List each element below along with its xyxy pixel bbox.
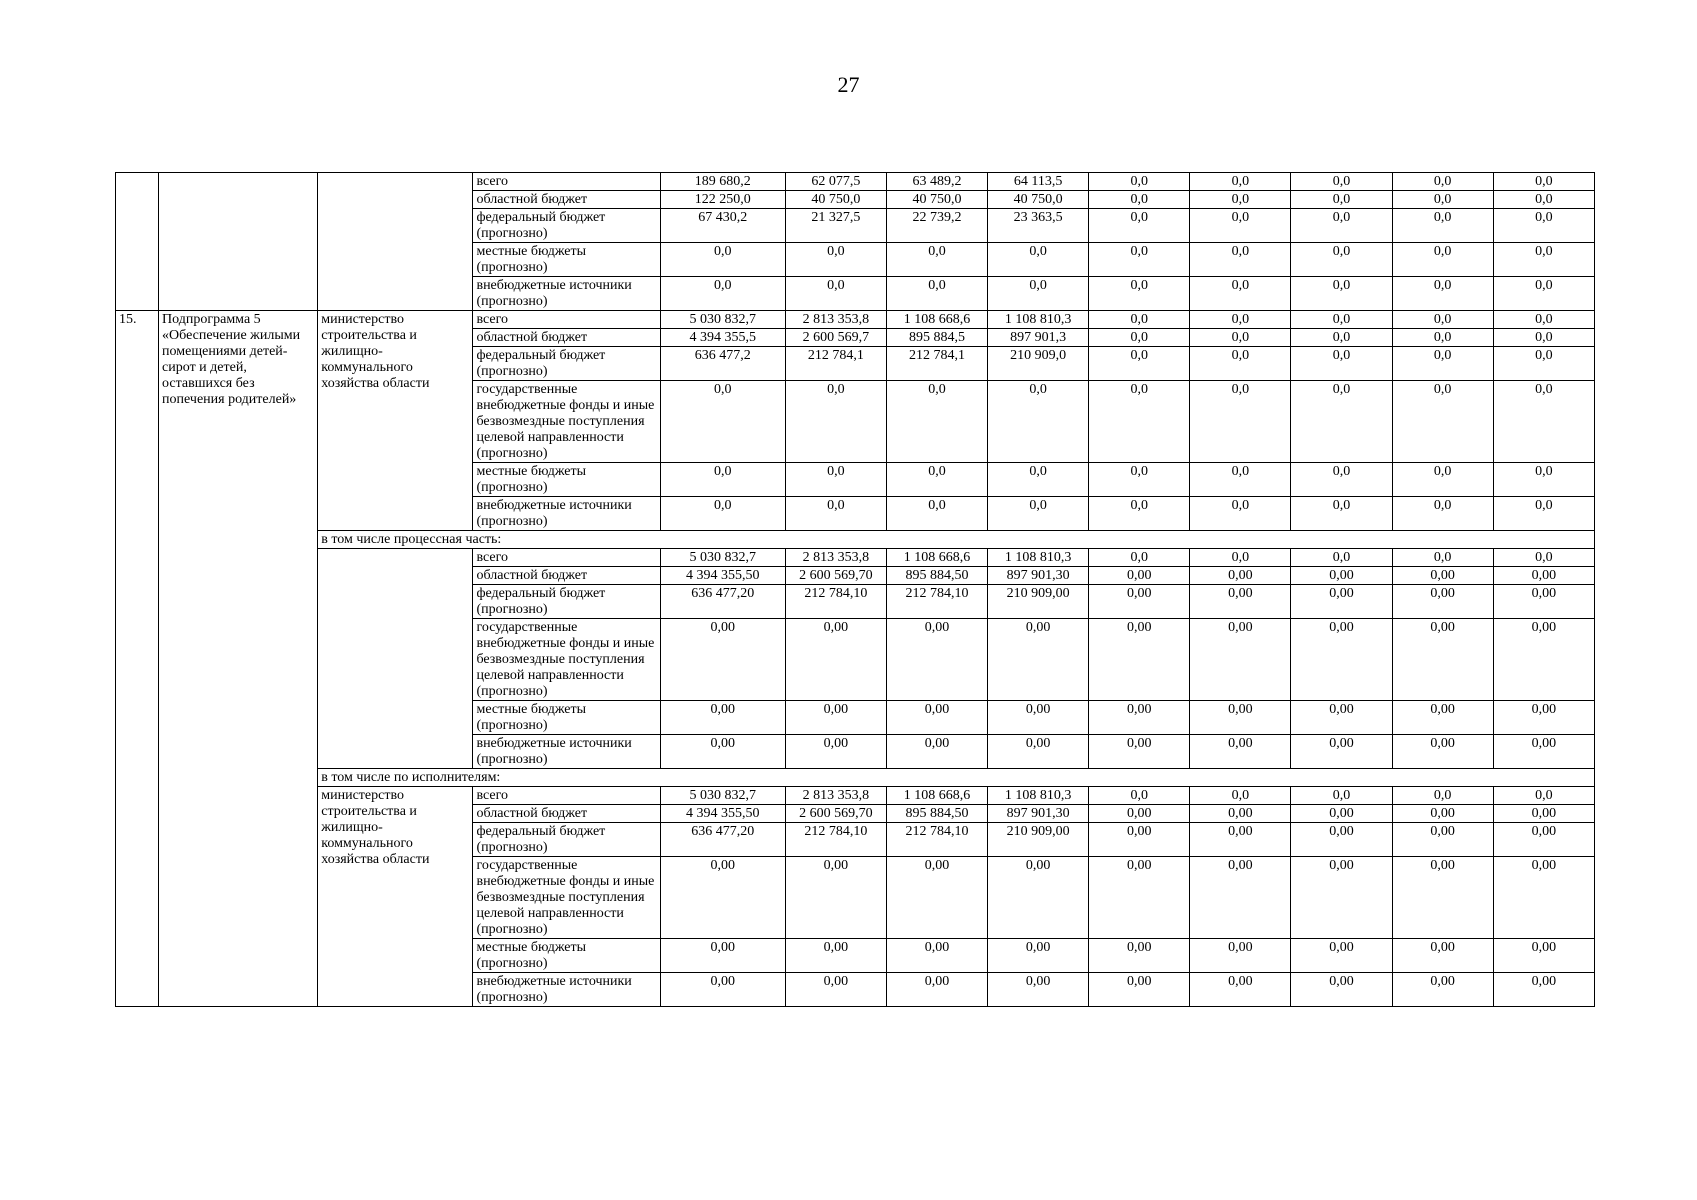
funding-value: 0,0 [1291,381,1392,463]
funding-value: 0,00 [1190,619,1291,701]
funding-value: 0,00 [1392,939,1493,973]
funding-value: 0,0 [1291,549,1392,567]
funding-value: 0,0 [1190,209,1291,243]
funding-value: 5 030 832,7 [660,787,785,805]
section-heading-row [116,531,1595,549]
funding-value: 40 750,0 [886,191,987,209]
funding-value: 0,0 [886,497,987,531]
funding-value: 0,0 [1291,311,1392,329]
item-name: Подпрограмма 5 «Обеспечение жилыми помещениями детей-сирот и детей, оставшихся без попечения родителей» [159,311,318,1007]
funding-value: 0,0 [1493,463,1594,497]
funding-value: 0,00 [1392,973,1493,1007]
funding-value: 0,0 [1392,243,1493,277]
funding-value: 4 394 355,50 [660,805,785,823]
funding-value: 0,0 [1493,311,1594,329]
funding-value: 0,00 [785,973,886,1007]
section-heading-row [116,769,1595,787]
funding-value: 0,00 [988,857,1089,939]
funding-source-label: федеральный бюджет (прогнозно) [473,347,660,381]
funding-value: 0,0 [1493,787,1594,805]
funding-source-label: местные бюджеты (прогнозно) [473,463,660,497]
funding-value: 0,0 [1392,497,1493,531]
funding-value: 5 030 832,7 [660,311,785,329]
executor-cell [318,173,473,311]
funding-value: 0,00 [1392,585,1493,619]
funding-value: 0,00 [1089,701,1190,735]
funding-value: 0,00 [988,735,1089,769]
funding-value: 0,0 [1190,347,1291,381]
funding-source-label: областной бюджет [473,191,660,209]
funding-value: 0,0 [785,463,886,497]
funding-value: 0,00 [785,857,886,939]
funding-value: 0,00 [1291,823,1392,857]
item-number-cell [116,173,159,311]
funding-value: 40 750,0 [988,191,1089,209]
funding-value: 21 327,5 [785,209,886,243]
funding-value: 0,0 [1089,243,1190,277]
funding-value: 0,00 [1089,973,1190,1007]
funding-value: 1 108 668,6 [886,787,987,805]
funding-value: 2 600 569,7 [785,329,886,347]
funding-value: 0,0 [1291,463,1392,497]
funding-value: 0,00 [1493,619,1594,701]
funding-value: 0,00 [660,973,785,1007]
funding-value: 0,00 [1089,735,1190,769]
funding-value: 0,0 [1493,191,1594,209]
funding-value: 0,00 [1190,805,1291,823]
funding-value: 0,0 [886,277,987,311]
funding-value: 0,0 [1089,497,1190,531]
funding-value: 0,00 [1392,805,1493,823]
funding-value: 0,00 [1392,735,1493,769]
funding-value: 0,0 [1190,191,1291,209]
funding-value: 0,00 [1190,939,1291,973]
funding-value: 212 784,10 [785,585,886,619]
funding-value: 212 784,10 [886,585,987,619]
funding-value: 0,0 [1291,787,1392,805]
funding-value: 0,0 [1190,329,1291,347]
funding-value: 895 884,50 [886,567,987,585]
funding-value: 0,00 [1291,619,1392,701]
funding-source-label: федеральный бюджет (прогнозно) [473,585,660,619]
funding-value: 0,00 [1089,585,1190,619]
funding-value: 0,0 [1089,277,1190,311]
funding-value: 0,00 [1291,735,1392,769]
funding-value: 0,0 [1392,463,1493,497]
funding-value: 0,0 [1190,787,1291,805]
funding-value: 636 477,20 [660,585,785,619]
funding-value: 636 477,20 [660,823,785,857]
funding-value: 0,00 [886,857,987,939]
funding-value: 0,0 [1291,347,1392,381]
budget-table [115,172,1595,1007]
funding-value: 0,00 [1392,823,1493,857]
funding-value: 0,0 [886,243,987,277]
funding-value: 0,0 [1089,191,1190,209]
funding-value: 0,0 [1190,277,1291,311]
funding-value: 0,00 [785,939,886,973]
funding-value: 0,0 [785,497,886,531]
funding-source-label: внебюджетные источники (прогнозно) [473,277,660,311]
funding-value: 0,00 [886,973,987,1007]
funding-source-label: всего [473,173,660,191]
item-name-cell [159,173,318,311]
funding-value: 2 813 353,8 [785,787,886,805]
item-executor: министерство строительства и жилищно-коммунального хозяйства области [318,311,473,531]
funding-value: 636 477,2 [660,347,785,381]
funding-value: 0,00 [660,857,785,939]
funding-value: 62 077,5 [785,173,886,191]
funding-value: 0,0 [1392,277,1493,311]
funding-value: 0,0 [988,243,1089,277]
funding-value: 0,00 [1291,701,1392,735]
funding-source-label: государственные внебюджетные фонды и иные безвозмездные поступления целевой направленности (прогнозно) [473,619,660,701]
funding-value: 0,00 [1089,823,1190,857]
funding-value: 0,0 [1291,243,1392,277]
funding-value: 0,0 [660,497,785,531]
funding-value: 0,0 [1291,277,1392,311]
funding-value: 0,00 [1493,701,1594,735]
funding-value: 0,0 [1089,329,1190,347]
funding-source-label: внебюджетные источники (прогнозно) [473,973,660,1007]
funding-value: 0,00 [1392,857,1493,939]
funding-value: 0,00 [1493,805,1594,823]
funding-value: 0,00 [1493,567,1594,585]
funding-value: 0,0 [1089,463,1190,497]
funding-value: 0,00 [1190,735,1291,769]
funding-value: 1 108 810,3 [988,311,1089,329]
funding-value: 0,00 [1190,567,1291,585]
table-row [116,787,1595,805]
funding-value: 0,0 [886,381,987,463]
funding-value: 0,0 [1392,173,1493,191]
funding-value: 0,0 [1493,243,1594,277]
funding-value: 0,0 [1190,381,1291,463]
funding-value: 0,00 [1493,823,1594,857]
executor-cell [318,549,473,769]
funding-value: 0,0 [785,381,886,463]
funding-value: 0,0 [1089,209,1190,243]
funding-value: 0,0 [660,463,785,497]
funding-value: 0,0 [988,277,1089,311]
funding-value: 0,0 [1089,347,1190,381]
funding-value: 895 884,5 [886,329,987,347]
funding-value: 0,00 [886,619,987,701]
funding-value: 4 394 355,50 [660,567,785,585]
funding-value: 0,00 [1190,701,1291,735]
funding-value: 0,0 [1493,329,1594,347]
funding-value: 0,00 [1190,585,1291,619]
funding-value: 0,0 [1291,209,1392,243]
funding-value: 0,0 [1493,497,1594,531]
funding-value: 0,0 [1291,497,1392,531]
funding-value: 0,00 [785,701,886,735]
funding-value: 1 108 810,3 [988,549,1089,567]
funding-source-label: государственные внебюджетные фонды и иные безвозмездные поступления целевой направленности (прогнозно) [473,381,660,463]
funding-value: 0,00 [1291,939,1392,973]
funding-value: 0,00 [988,939,1089,973]
funding-value: 0,00 [1392,567,1493,585]
funding-source-label: всего [473,787,660,805]
funding-value: 0,0 [1089,381,1190,463]
funding-value: 0,0 [886,463,987,497]
funding-value: 64 113,5 [988,173,1089,191]
funding-value: 0,0 [1089,311,1190,329]
funding-source-label: местные бюджеты (прогнозно) [473,701,660,735]
funding-value: 0,00 [988,973,1089,1007]
funding-value: 1 108 668,6 [886,549,987,567]
funding-value: 63 489,2 [886,173,987,191]
funding-value: 0,0 [1493,381,1594,463]
funding-value: 2 813 353,8 [785,311,886,329]
funding-source-label: внебюджетные источники (прогнозно) [473,497,660,531]
funding-value: 0,0 [1291,191,1392,209]
funding-source-label: внебюджетные источники (прогнозно) [473,735,660,769]
funding-value: 0,0 [1190,243,1291,277]
funding-value: 0,0 [1190,463,1291,497]
funding-value: 0,00 [660,939,785,973]
funding-value: 0,00 [988,619,1089,701]
funding-value: 0,00 [1493,973,1594,1007]
funding-value: 0,0 [1089,787,1190,805]
funding-value: 1 108 810,3 [988,787,1089,805]
funding-value: 0,0 [1493,173,1594,191]
funding-value: 0,0 [1190,549,1291,567]
funding-value: 0,00 [1089,805,1190,823]
funding-value: 0,0 [1089,549,1190,567]
funding-value: 0,00 [1493,735,1594,769]
funding-value: 0,0 [988,497,1089,531]
funding-value: 0,00 [1493,939,1594,973]
funding-source-label: всего [473,311,660,329]
funding-source-label: местные бюджеты (прогнозно) [473,243,660,277]
funding-value: 0,0 [1392,329,1493,347]
funding-source-label: местные бюджеты (прогнозно) [473,939,660,973]
funding-value: 0,00 [1493,857,1594,939]
funding-value: 0,00 [1089,567,1190,585]
funding-source-label: федеральный бюджет (прогнозно) [473,209,660,243]
funding-value: 0,0 [1392,347,1493,381]
funding-value: 0,0 [1392,381,1493,463]
funding-value: 212 784,1 [785,347,886,381]
funding-value: 189 680,2 [660,173,785,191]
funding-value: 0,00 [1291,857,1392,939]
funding-value: 0,0 [660,381,785,463]
funding-value: 0,00 [1190,973,1291,1007]
funding-source-label: государственные внебюджетные фонды и иные безвозмездные поступления целевой направленности (прогнозно) [473,857,660,939]
funding-value: 212 784,10 [886,823,987,857]
funding-value: 0,00 [988,701,1089,735]
funding-value: 1 108 668,6 [886,311,987,329]
funding-value: 0,0 [1392,787,1493,805]
table-row [116,311,1595,329]
funding-value: 0,00 [1291,973,1392,1007]
funding-value: 40 750,0 [785,191,886,209]
funding-value: 2 600 569,70 [785,805,886,823]
funding-value: 0,00 [785,735,886,769]
funding-value: 0,0 [1392,549,1493,567]
funding-value: 2 813 353,8 [785,549,886,567]
funding-value: 2 600 569,70 [785,567,886,585]
funding-value: 210 909,00 [988,585,1089,619]
funding-value: 23 363,5 [988,209,1089,243]
funding-value: 0,00 [886,735,987,769]
funding-value: 0,0 [988,381,1089,463]
funding-value: 0,0 [785,277,886,311]
funding-value: 0,0 [1493,347,1594,381]
item-executor: министерство строительства и жилищно-коммунального хозяйства области [318,787,473,1007]
funding-value: 0,00 [660,619,785,701]
funding-value: 5 030 832,7 [660,549,785,567]
funding-value: 0,0 [1493,277,1594,311]
section-heading: в том числе по исполнителям: [318,769,1595,787]
funding-value: 0,0 [1190,173,1291,191]
funding-value: 210 909,0 [988,347,1089,381]
funding-value: 0,0 [660,277,785,311]
funding-source-label: областной бюджет [473,567,660,585]
funding-value: 212 784,1 [886,347,987,381]
funding-value: 0,0 [1190,497,1291,531]
funding-value: 0,00 [1392,701,1493,735]
funding-value: 0,0 [1392,311,1493,329]
funding-source-label: всего [473,549,660,567]
funding-value: 0,0 [1392,191,1493,209]
funding-value: 210 909,00 [988,823,1089,857]
funding-value: 0,0 [1392,209,1493,243]
funding-value: 0,00 [1493,585,1594,619]
section-heading: в том числе процессная часть: [318,531,1595,549]
funding-value: 0,0 [1493,549,1594,567]
funding-value: 0,00 [660,701,785,735]
funding-source-label: федеральный бюджет (прогнозно) [473,823,660,857]
item-number: 15. [116,311,159,1007]
funding-value: 0,00 [1291,567,1392,585]
funding-value: 122 250,0 [660,191,785,209]
funding-value: 0,00 [1089,619,1190,701]
funding-value: 895 884,50 [886,805,987,823]
funding-value: 0,00 [1291,805,1392,823]
funding-value: 0,0 [1291,173,1392,191]
funding-value: 897 901,3 [988,329,1089,347]
funding-value: 0,00 [886,701,987,735]
funding-value: 897 901,30 [988,567,1089,585]
funding-value: 0,00 [1291,585,1392,619]
table-row [116,173,1595,191]
funding-value: 0,00 [1089,939,1190,973]
funding-value: 0,00 [660,735,785,769]
funding-value: 4 394 355,5 [660,329,785,347]
funding-value: 0,0 [1493,209,1594,243]
funding-value: 0,00 [1392,619,1493,701]
funding-value: 67 430,2 [660,209,785,243]
funding-value: 0,00 [1190,857,1291,939]
funding-source-label: областной бюджет [473,329,660,347]
funding-value: 0,00 [1190,823,1291,857]
funding-value: 0,0 [785,243,886,277]
table-row [116,549,1595,567]
funding-value: 0,0 [1291,329,1392,347]
funding-value: 212 784,10 [785,823,886,857]
funding-value: 0,00 [886,939,987,973]
budget-table-body [116,173,1595,1007]
funding-source-label: областной бюджет [473,805,660,823]
funding-value: 0,00 [1089,857,1190,939]
funding-value: 0,0 [1190,311,1291,329]
funding-value: 0,0 [988,463,1089,497]
funding-value: 22 739,2 [886,209,987,243]
funding-value: 897 901,30 [988,805,1089,823]
funding-value: 0,00 [785,619,886,701]
funding-value: 0,0 [1089,173,1190,191]
page-number: 27 [837,72,860,97]
funding-value: 0,0 [660,243,785,277]
